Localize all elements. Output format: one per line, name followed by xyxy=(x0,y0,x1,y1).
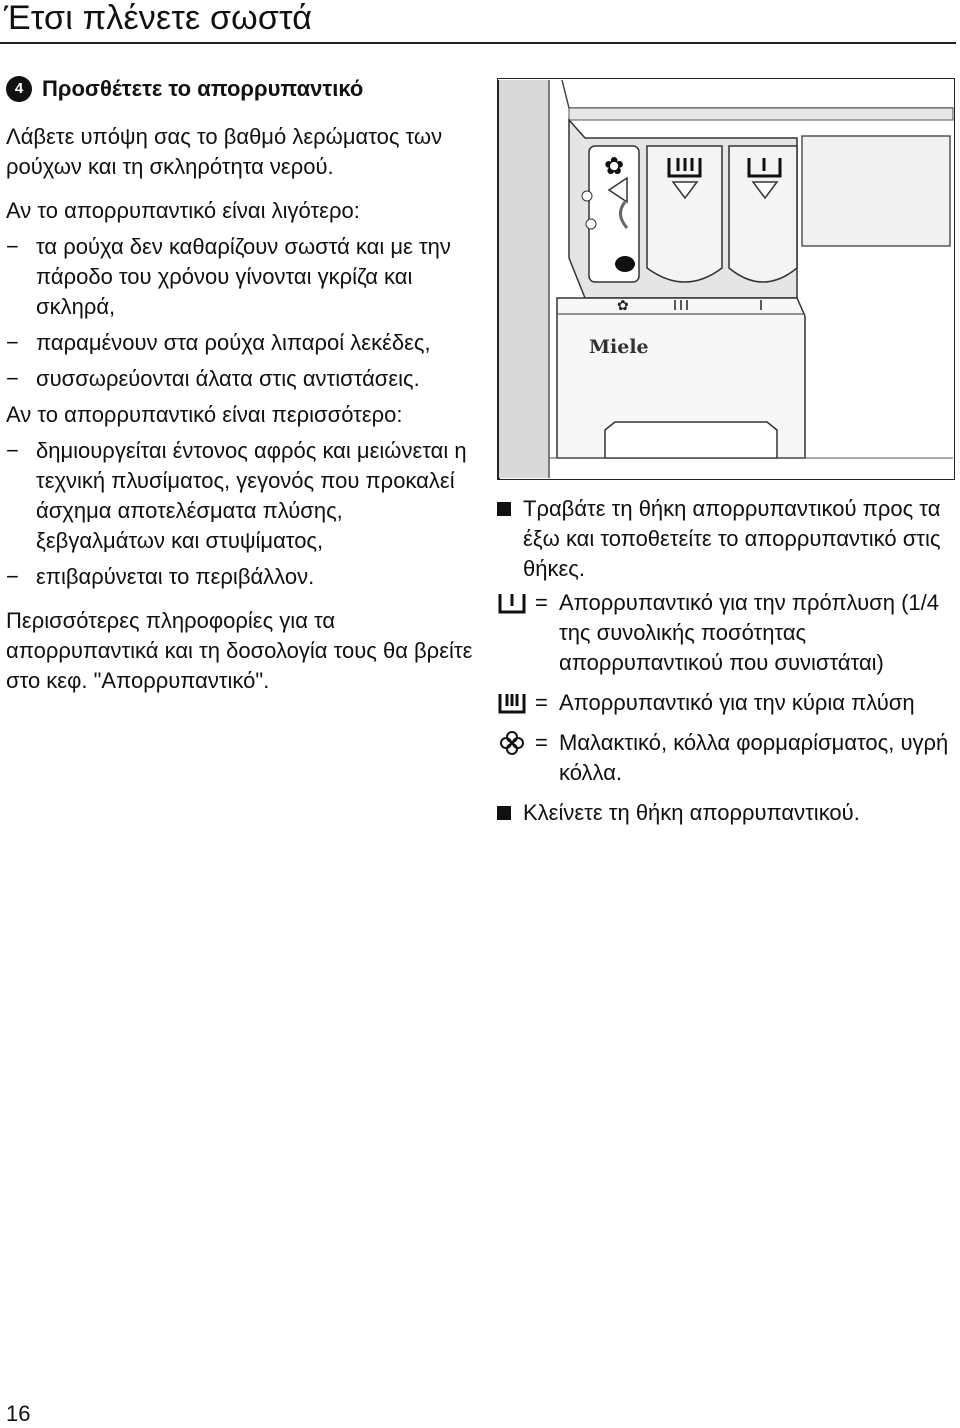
list-item-text: δημιουργείται έντονος αφρός και μειώνεται η τεχνική πλυσίματος, γεγονός που προκαλεί άσχημα αποτελέσματα πλύσης, ξεβγαλμάτων και στυψίματος, xyxy=(36,438,467,553)
prewash-icon xyxy=(497,590,527,616)
dash-marker: − xyxy=(6,234,19,259)
more-info-paragraph: Περισσότερες πληροφορίες για τα απορρυπαντικά και τη δοσολογία τους θα βρείτε στο κεφ. "Απορρυπαντικό". xyxy=(6,608,473,693)
instruction-text: Τραβάτε τη θήκη απορρυπαντικού προς τα έξω και τοποθετείτε το απορρυπαντικό στις θήκες. xyxy=(523,496,941,581)
step-number-badge: 4 xyxy=(6,76,32,102)
page-title: Έτσι πλένετε σωστά xyxy=(4,0,313,37)
instruction-text: Κλείνετε τη θήκη απορρυπαντικού. xyxy=(523,800,860,825)
more-detergent-heading: Αν το απορρυπαντικό είναι περισσότερο: xyxy=(6,402,403,427)
title-rule xyxy=(0,42,956,44)
list-item xyxy=(6,328,476,358)
main-wash-icon xyxy=(497,690,527,716)
list-item xyxy=(6,364,476,394)
step-heading: Προσθέτετε το απορρυπαντικό xyxy=(42,76,364,101)
softener-icon xyxy=(497,730,527,756)
bullet-square xyxy=(497,806,511,820)
step-heading-row xyxy=(6,74,476,104)
definition-text: Απορρυπαντικό για την πρόπλυση (1/4 της συνολικής ποσότητας απορρυπαντικού που συνιστάται) xyxy=(559,590,939,675)
dash-marker: − xyxy=(6,564,19,589)
equals-sign: = xyxy=(535,690,548,715)
instruction-close-drawer xyxy=(497,798,957,828)
less-detergent-heading: Αν το απορρυπαντικό είναι λιγότερο: xyxy=(6,198,360,223)
dash-marker: − xyxy=(6,330,19,355)
definition-text: Μαλακτικό, κόλλα φορμαρίσματος, υγρή κόλλα. xyxy=(559,730,949,785)
intro-paragraph: Λάβετε υπόψη σας το βαθμό λερώματος των ρούχων και τη σκληρότητα νερού. xyxy=(6,124,443,179)
dash-marker: − xyxy=(6,438,19,463)
page-number: 16 xyxy=(6,1401,31,1426)
bullet-square xyxy=(497,502,511,516)
list-item xyxy=(6,232,476,322)
svg-text:✿: ✿ xyxy=(603,152,625,180)
definition-softener xyxy=(497,728,957,788)
definition-main-wash xyxy=(497,688,957,718)
instruction-pull-drawer xyxy=(497,494,957,584)
svg-text:✿: ✿ xyxy=(617,298,629,314)
dash-marker: − xyxy=(6,366,19,391)
list-item-text: παραμένουν στα ρούχα λιπαροί λεκέδες, xyxy=(36,330,431,355)
list-item xyxy=(6,436,476,556)
definition-prewash xyxy=(497,588,957,678)
left-column xyxy=(6,70,476,702)
equals-sign: = xyxy=(535,590,548,615)
equals-sign: = xyxy=(535,730,548,755)
detergent-drawer-illustration xyxy=(497,78,955,480)
right-column xyxy=(497,494,957,832)
definition-text: Απορρυπαντικό για την κύρια πλύση xyxy=(559,690,915,715)
svg-text:Miele: Miele xyxy=(589,336,649,358)
list-item xyxy=(6,562,476,592)
list-item-text: τα ρούχα δεν καθαρίζουν σωστά και με την πάροδο του χρόνου γίνονται γκρίζα και σκληρά, xyxy=(36,234,451,319)
list-item-text: συσσωρεύονται άλατα στις αντιστάσεις. xyxy=(36,366,420,391)
list-item-text: επιβαρύνεται το περιβάλλον. xyxy=(36,564,315,589)
